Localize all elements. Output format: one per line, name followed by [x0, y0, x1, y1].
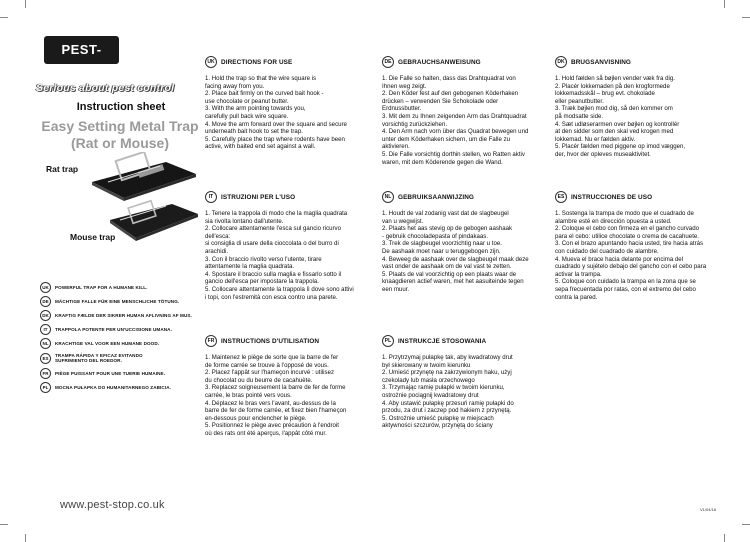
text-line: sia rivolta lontano dall'utente. — [205, 217, 284, 225]
section-body — [382, 354, 537, 430]
text-line: 1. Tenere la trappola di modo che la maglia quadrata — [205, 210, 348, 217]
claim-item — [40, 366, 200, 380]
claim-item — [40, 350, 200, 366]
text-line: facing away from you. — [205, 82, 265, 90]
claim-text: PIÈGE PUISSANT POUR UNE TUERIE HUMAINE. — [55, 370, 166, 376]
text-line: 3. With the arm pointing towards you, — [205, 105, 306, 113]
crop-mark — [0, 524, 8, 525]
section-body — [205, 354, 360, 438]
text-line: waren, mit dem Köderende gegen die Wand. — [382, 158, 503, 166]
text-line: underneath bait hook to set the trap. — [205, 128, 303, 136]
text-line: 5. Die Falle vorsichtig dorthin stellen, wo Ratten aktiv — [382, 150, 525, 158]
language-badge: DE — [382, 56, 394, 68]
section-title: ISTRUZIONI PER L'USO — [221, 193, 296, 201]
text-line: cuadrado y sujételo debajo del gancho con el cebo para — [555, 263, 707, 271]
text-line: 4. Move the arm forward over the square and secure — [205, 120, 347, 128]
text-line: 1. Maintenez le piège de sorte que la barre de fer — [205, 354, 339, 361]
language-badge: NL — [382, 191, 394, 203]
text-line: 1. Przytrzymaj pułapkę tak, aby kwadratowy drut — [382, 354, 513, 361]
brand-slogan: Serious about pest control — [36, 82, 175, 94]
text-line: con cuidado del cuadrado de alambre. — [555, 247, 659, 255]
text-line: 5. Carefully place the trap where rodents have been — [205, 135, 345, 143]
text-line: - gebruik chocoladepasta of pindakaas. — [382, 232, 489, 240]
section-header — [382, 56, 537, 68]
section-de — [382, 56, 537, 166]
text-line: 4. Den Arm nach vorn über das Quadrat bewegen und — [382, 128, 529, 136]
language-badge: DK — [40, 310, 51, 321]
language-badge: ES — [40, 353, 51, 364]
text-line: 4. Mueva el brace hacia delante por encima del — [555, 255, 684, 263]
language-badge: UK — [205, 56, 217, 68]
crop-mark — [0, 17, 8, 18]
language-badge: DK — [555, 56, 567, 68]
text-line: De aashaak moet naar u teruggebogen zijn. — [382, 247, 501, 255]
text-line: attentamente la maglia quadrata. — [205, 263, 295, 271]
language-badge: NL — [40, 338, 51, 349]
text-line: 1. Die Falle so halten, dass das Drahtquadrat von — [382, 75, 516, 82]
section-header — [555, 191, 710, 203]
language-badge: IT — [40, 324, 51, 335]
text-line: 3. Træk bøjlen mod dig, så den kommer om — [555, 105, 673, 113]
text-line: 5. Positionnez le piège avec précaution à l'endroit — [205, 422, 339, 430]
text-line: 2. Collocare attentamente l'esca sul gancio ricurvo dell'esca: — [205, 225, 341, 240]
section-title: INSTRUCTIONS D'UTILISATION — [221, 337, 320, 345]
section-title: BRUGSANVISNING — [571, 58, 631, 66]
section-body — [205, 75, 360, 151]
text-line: przodu, za drut i zaczep pod hakiem z przynętą. — [382, 407, 512, 415]
text-line: 3. Con il braccio rivolto verso l'utente, tirare — [205, 255, 322, 263]
text-line: 1. Houdt de val zodanig vast dat de slagbeugel — [382, 210, 509, 217]
claim-text: KRACHTIGE VAL VOOR EEN HUMANE DOOD. — [55, 340, 160, 346]
product-title-line-2: (Rat or Mouse) — [71, 135, 169, 151]
crop-mark — [742, 17, 750, 18]
text-line: 4. Aby ustawić pułapkę przesuń ramię pułapki do — [382, 399, 514, 407]
website-url[interactable]: www.pest-stop.co.uk — [60, 499, 165, 511]
sheet-title: Instruction sheet — [76, 101, 166, 113]
claim-text: MOCNA PUŁAPKA DO HUMANITARNEGO ZABICIA. — [55, 384, 172, 390]
text-line: de forme carrée se trouve à l'opposé de vous. — [205, 361, 329, 369]
section-header — [205, 56, 360, 68]
text-line: 1. Sostenga la trampa de modo que el cuadrado de — [555, 210, 694, 217]
section-body — [555, 75, 710, 159]
section-body — [382, 210, 537, 294]
mouse-trap-image — [108, 200, 200, 244]
section-uk — [205, 56, 360, 151]
text-line: był skierowany w twoim kierunku — [382, 361, 471, 369]
language-badge: FR — [205, 335, 217, 347]
crop-mark — [742, 524, 750, 525]
claim-text: TRAPPOLA POTENTE PER UN'UCCISIONE UMANA. — [55, 326, 172, 332]
text-line: 1. Hold fælden så bøjlen vender væk fra dig. — [555, 75, 675, 82]
section-title: INSTRUKCJE STOSOWANIA — [398, 337, 487, 345]
section-nl — [382, 191, 537, 294]
text-line: 5. Ostrożnie umieść pułapkę w miejscach — [382, 414, 494, 422]
version-number: V1/04/18 — [700, 507, 717, 512]
section-header — [205, 335, 360, 347]
text-line: czekolady lub masła orzechowego — [382, 376, 475, 384]
section-title: GEBRUIKSAANWIJZING — [398, 193, 475, 201]
language-badge: DE — [40, 296, 51, 307]
section-it — [205, 191, 360, 301]
language-badge: UK — [40, 282, 51, 293]
section-es — [555, 191, 710, 301]
text-line: 5. Collocare attentamente la trappola lì dove sono attivi — [205, 285, 354, 293]
section-header — [382, 335, 537, 347]
mouse-trap-label: Mouse trap — [70, 232, 116, 242]
claim-text: POWERFUL TRAP FOR A HUMANE KILL. — [55, 284, 148, 290]
text-line: active, with baited end set against a wall. — [205, 143, 316, 151]
text-line: vast onder de aashaak om de val vast te zetten. — [382, 263, 512, 271]
section-dk — [555, 56, 710, 159]
section-body — [205, 210, 360, 301]
text-line: unter dem Köderhaken sichern, um die Falle zu aktivieren. — [382, 135, 511, 151]
product-title — [40, 118, 200, 152]
section-fr — [205, 335, 360, 438]
section-header — [205, 191, 360, 203]
text-line: på modsatte side. — [555, 112, 604, 120]
text-line: du chocolat ou du beurre de cacahuète. — [205, 376, 313, 384]
crop-mark — [724, 0, 725, 8]
claim-item — [40, 380, 200, 394]
text-line: si consiglia di usare della cioccolata o del burro di arachidi. — [205, 240, 339, 255]
claim-text: TRAMPA RÁPIDA Y EFICAZ EVITANDO SUFRIMIENTO DEL ROEDOR. — [55, 353, 143, 363]
text-line: drücken – verwenden Sie Schokolade oder Erdnussbutter. — [382, 97, 499, 113]
product-title-line-1: Easy Setting Metal Trap — [41, 118, 199, 134]
text-line: 5. Placér fælden med piggene op imod væggen, — [555, 143, 686, 151]
text-line: 2. Placér lokkemaden på den krogformede — [555, 82, 670, 90]
crop-mark — [25, 0, 26, 8]
language-badge: ES — [555, 191, 567, 203]
text-line: 3. Trzymając ramię pułapki w twoim kierunku, — [382, 384, 505, 392]
crop-mark — [25, 534, 26, 542]
text-line: alambre esté en dirección opuesta a usted. — [555, 217, 672, 225]
text-line: 3. Replacez soigneusement la barre de fer de forme — [205, 384, 346, 392]
claim-item — [40, 280, 200, 294]
language-badge: FR — [40, 368, 51, 379]
text-line: gancio dell'esca per impostare la trappola. — [205, 278, 319, 286]
text-line: 3. Mit dem zu Ihnen zeigenden Arm das Drahtquadrat — [382, 112, 527, 120]
text-line: 5. Plaats de val voorzichtig op een plaats waar de — [382, 270, 517, 278]
language-badge: PL — [382, 335, 394, 347]
text-line: vorsichtig zurückziehen. — [382, 120, 448, 128]
claim-item — [40, 308, 200, 322]
text-line: 2. Den Köder fest auf den gebogenen Köderhaken — [382, 90, 519, 98]
text-line: carrée, le bras pointé vers vous. — [205, 391, 292, 399]
text-line: knaagdieren actief waren, met het aasuiteinde tegen — [382, 278, 524, 286]
text-line: der, hvor der opleves museaktivitet. — [555, 150, 651, 158]
text-line: 4. Sæt udløserarmen over bøjlen og kontrollér — [555, 120, 680, 128]
text-line: van u wegwijst. — [382, 217, 424, 225]
section-body — [555, 210, 710, 301]
text-line: activar la trampa. — [555, 270, 602, 278]
text-line: een muur. — [382, 285, 410, 293]
rat-trap-image — [88, 152, 198, 202]
text-line: 3. Con el brazo apuntando hacia usted, tire hacia atrás — [555, 240, 704, 248]
text-line: lokkemad. Nu er fælden aktiv. — [555, 135, 636, 143]
text-line: aktywności szczurów, przynętą do ściany — [382, 422, 493, 430]
section-body — [382, 75, 537, 166]
claim-text: MÄCHTIGE FALLE FÜR EINE MENSCHLICHE TÖTUNG. — [55, 298, 180, 304]
text-line: para el cebo: utilice chocolate o crema de cacahuete. — [555, 232, 699, 240]
text-line: en-dessous pour enclencher le piège. — [205, 414, 307, 422]
claims-list — [40, 280, 200, 394]
text-line: 2. Plaats het aas stevig op de gebogen aashaak — [382, 225, 513, 233]
crop-mark — [724, 534, 725, 542]
text-line: 4. Déplacez le bras vers l'avant, au-dessus de la — [205, 399, 336, 407]
section-header — [555, 56, 710, 68]
text-line: at den sidder som den skal ved krogen med — [555, 128, 674, 136]
section-pl — [382, 335, 537, 430]
text-line: ostrożnie pociągnij kwadratowy drut — [382, 391, 479, 399]
text-line: lokkemadsskål – brug evt. chokolade — [555, 90, 655, 98]
text-line: 2. Coloque el cebo con firmeza en el gancho curvado — [555, 225, 699, 233]
text-line: contra la pared. — [555, 293, 598, 301]
text-line: carefully pull back wire square. — [205, 112, 289, 120]
text-line: use chocolate or peanut butter. — [205, 97, 289, 105]
claim-item — [40, 294, 200, 308]
claim-text: KRAFTIG FÆLDE DER SIKRER HUMAN AFLIVNING AF MUS. — [55, 312, 192, 318]
brand-logo: PEST-STOP — [44, 36, 119, 64]
text-line: 4. Beweeg de aashaak over de slagbeugel maak deze — [382, 255, 529, 263]
text-line: eller peanutbutter. — [555, 97, 604, 105]
text-line: 2. Place bait firmly on the curved bait hook - — [205, 90, 324, 98]
claim-item — [40, 322, 200, 336]
text-line: 5. Coloque con cuidado la trampa en la zona que se — [555, 278, 696, 286]
language-badge: IT — [205, 191, 217, 203]
text-line: i topi, con l'estremità con esca contro una parete. — [205, 293, 338, 301]
text-line: 1. Hold the trap so that the wire square is — [205, 75, 317, 82]
claim-item — [40, 336, 200, 350]
text-line: 2. Placez l'appât sur l'hameçon incurvé : utilisez — [205, 369, 335, 377]
text-line: 3. Trek de slagbeugel voorzichtig naar u toe. — [382, 240, 502, 248]
rat-trap-label: Rat trap — [46, 164, 79, 174]
section-title: DIRECTIONS FOR USE — [221, 58, 293, 66]
text-line: barre de fer de forme carrée, et fixez bien l'hameçon — [205, 407, 347, 415]
text-line: sepa frecuentada por ratas, con el extremo del cebo — [555, 285, 696, 293]
section-title: INSTRUCCIONES DE USO — [571, 193, 653, 201]
text-line: 2. Umieść przynętę na zakrzywionym haku, użyj — [382, 369, 512, 377]
text-line: où des rats ont été aperçus, l'appât côté mur. — [205, 429, 327, 437]
section-title: GEBRAUCHSANWEISUNG — [398, 58, 481, 66]
text-line: Ihnen weg zeigt. — [382, 82, 427, 90]
text-line: 4. Spostare il braccio sulla maglia e fissarlo sotto il — [205, 270, 342, 278]
section-header — [382, 191, 537, 203]
language-badge: PL — [40, 382, 51, 393]
